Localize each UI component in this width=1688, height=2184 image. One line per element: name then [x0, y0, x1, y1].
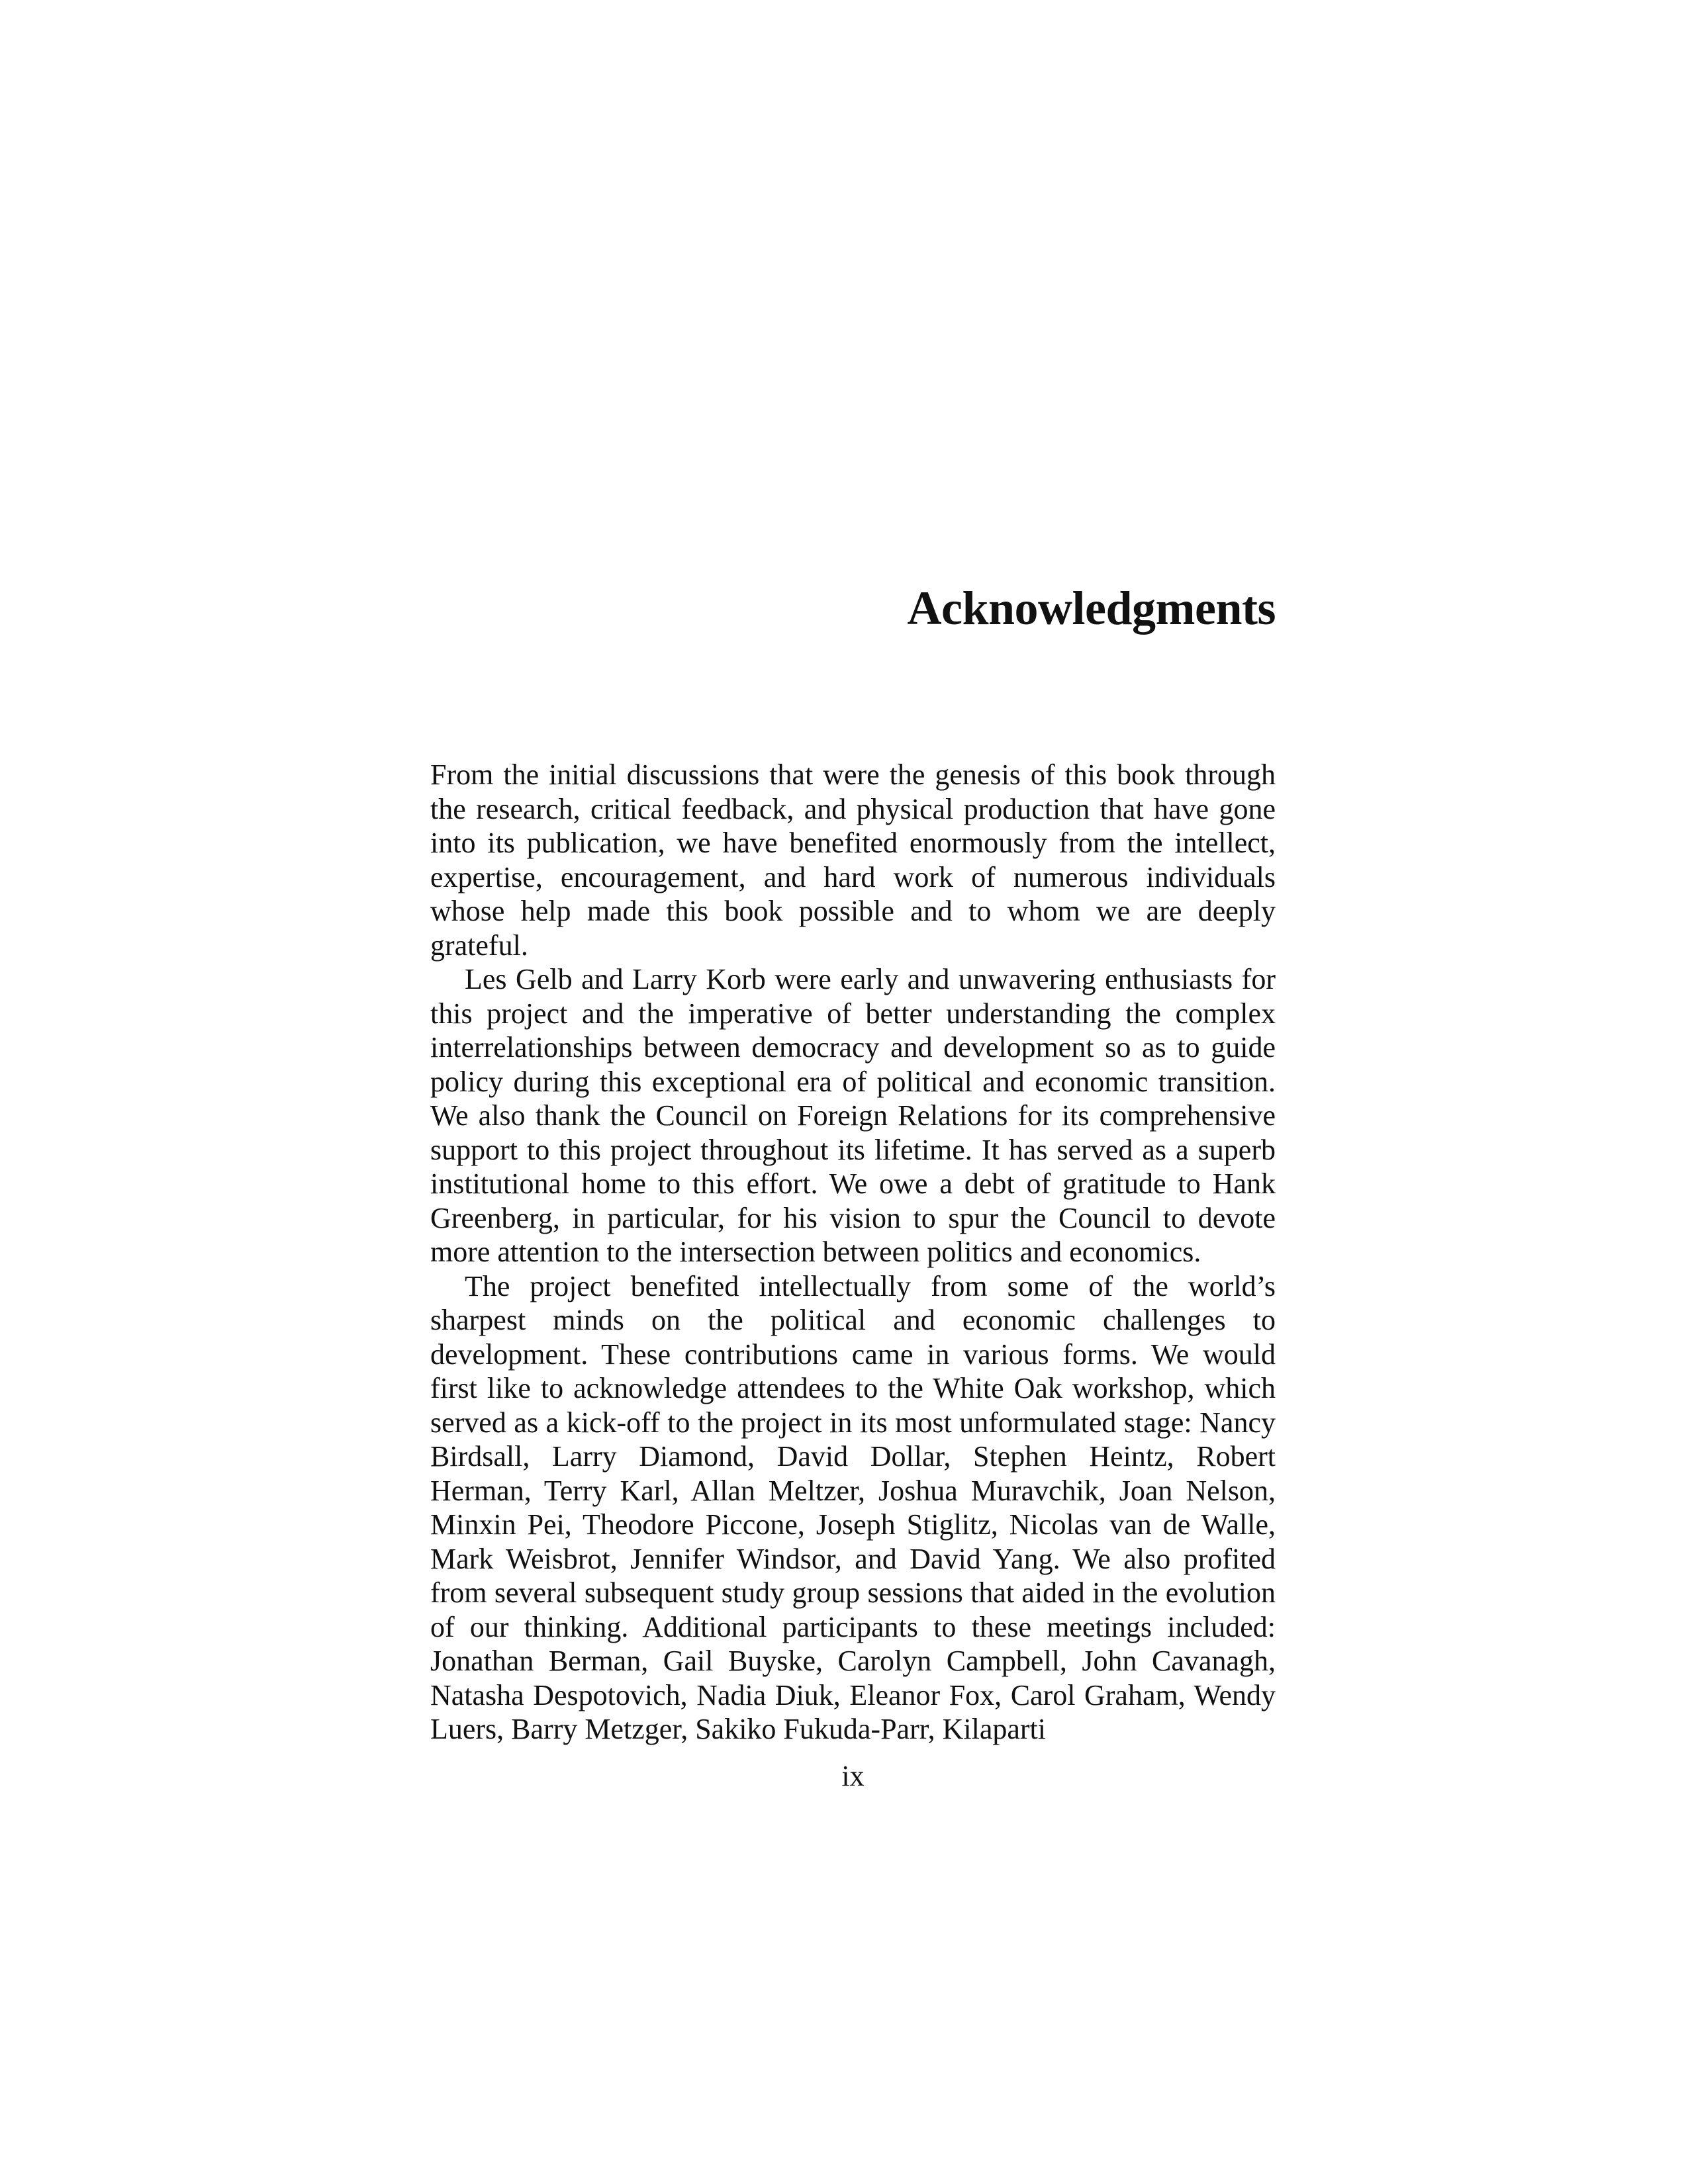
paragraph-3: The project benefited intellectually from some of the world’s sharpest minds on the political and economic challenges to development. These contributions came in various forms. We would first like to acknowledge attendees to the White Oak workshop, which served as a kick-off to the project in its most unformulated stage: Nancy Birdsall, Larry Diamond, David Dollar, Stephen Heintz, Robert Herman, Terry Karl, Allan Meltzer, Joshua Muravchik, Joan Nelson, Minxin Pei, Theodore Piccone, Joseph Stiglitz, Nicolas van de Walle, Mark Weisbrot, Jennifer Windsor, and David Yang. We also profited from several subsequent study group sessions that aided in the evolution of our thinking. Additional participants to these meetings included: Jonathan Berman, Gail Buyske, Carolyn Campbell, John Cavanagh, Natasha Despotovich, Nadia Diuk, Eleanor Fox, Carol Graham, Wendy Luers, Barry Metzger, Sakiko Fukuda-Parr, Kilaparti [430, 1269, 1276, 1745]
page-title: Acknowledgments [907, 582, 1276, 635]
paragraph-1: From the initial discussions that were the genesis of this book through the research, critical feedback, and physical production that have gone into its publication, we have benefited enormously from the intellect, expertise, encouragement, and hard work of numerous individuals whose help made this book possible and to whom we are deeply grateful. [430, 758, 1276, 962]
page-number: ix [841, 1760, 865, 1792]
paragraph-2: Les Gelb and Larry Korb were early and unwavering enthusiasts for this project and the imperative of better understanding the complex interrelationships between democracy and development so as to guide policy during this exceptional era of political and economic transition. We also thank the Council on Foreign Relations for its comprehensive support to this project throughout its lifetime. It has served as a superb institutional home to this effort. We owe a debt of gratitude to Hank Greenberg, in particular, for his vision to spur the Council to devote more attention to the intersection between politics and economics. [430, 963, 1276, 1268]
body-text [430, 758, 1276, 1747]
